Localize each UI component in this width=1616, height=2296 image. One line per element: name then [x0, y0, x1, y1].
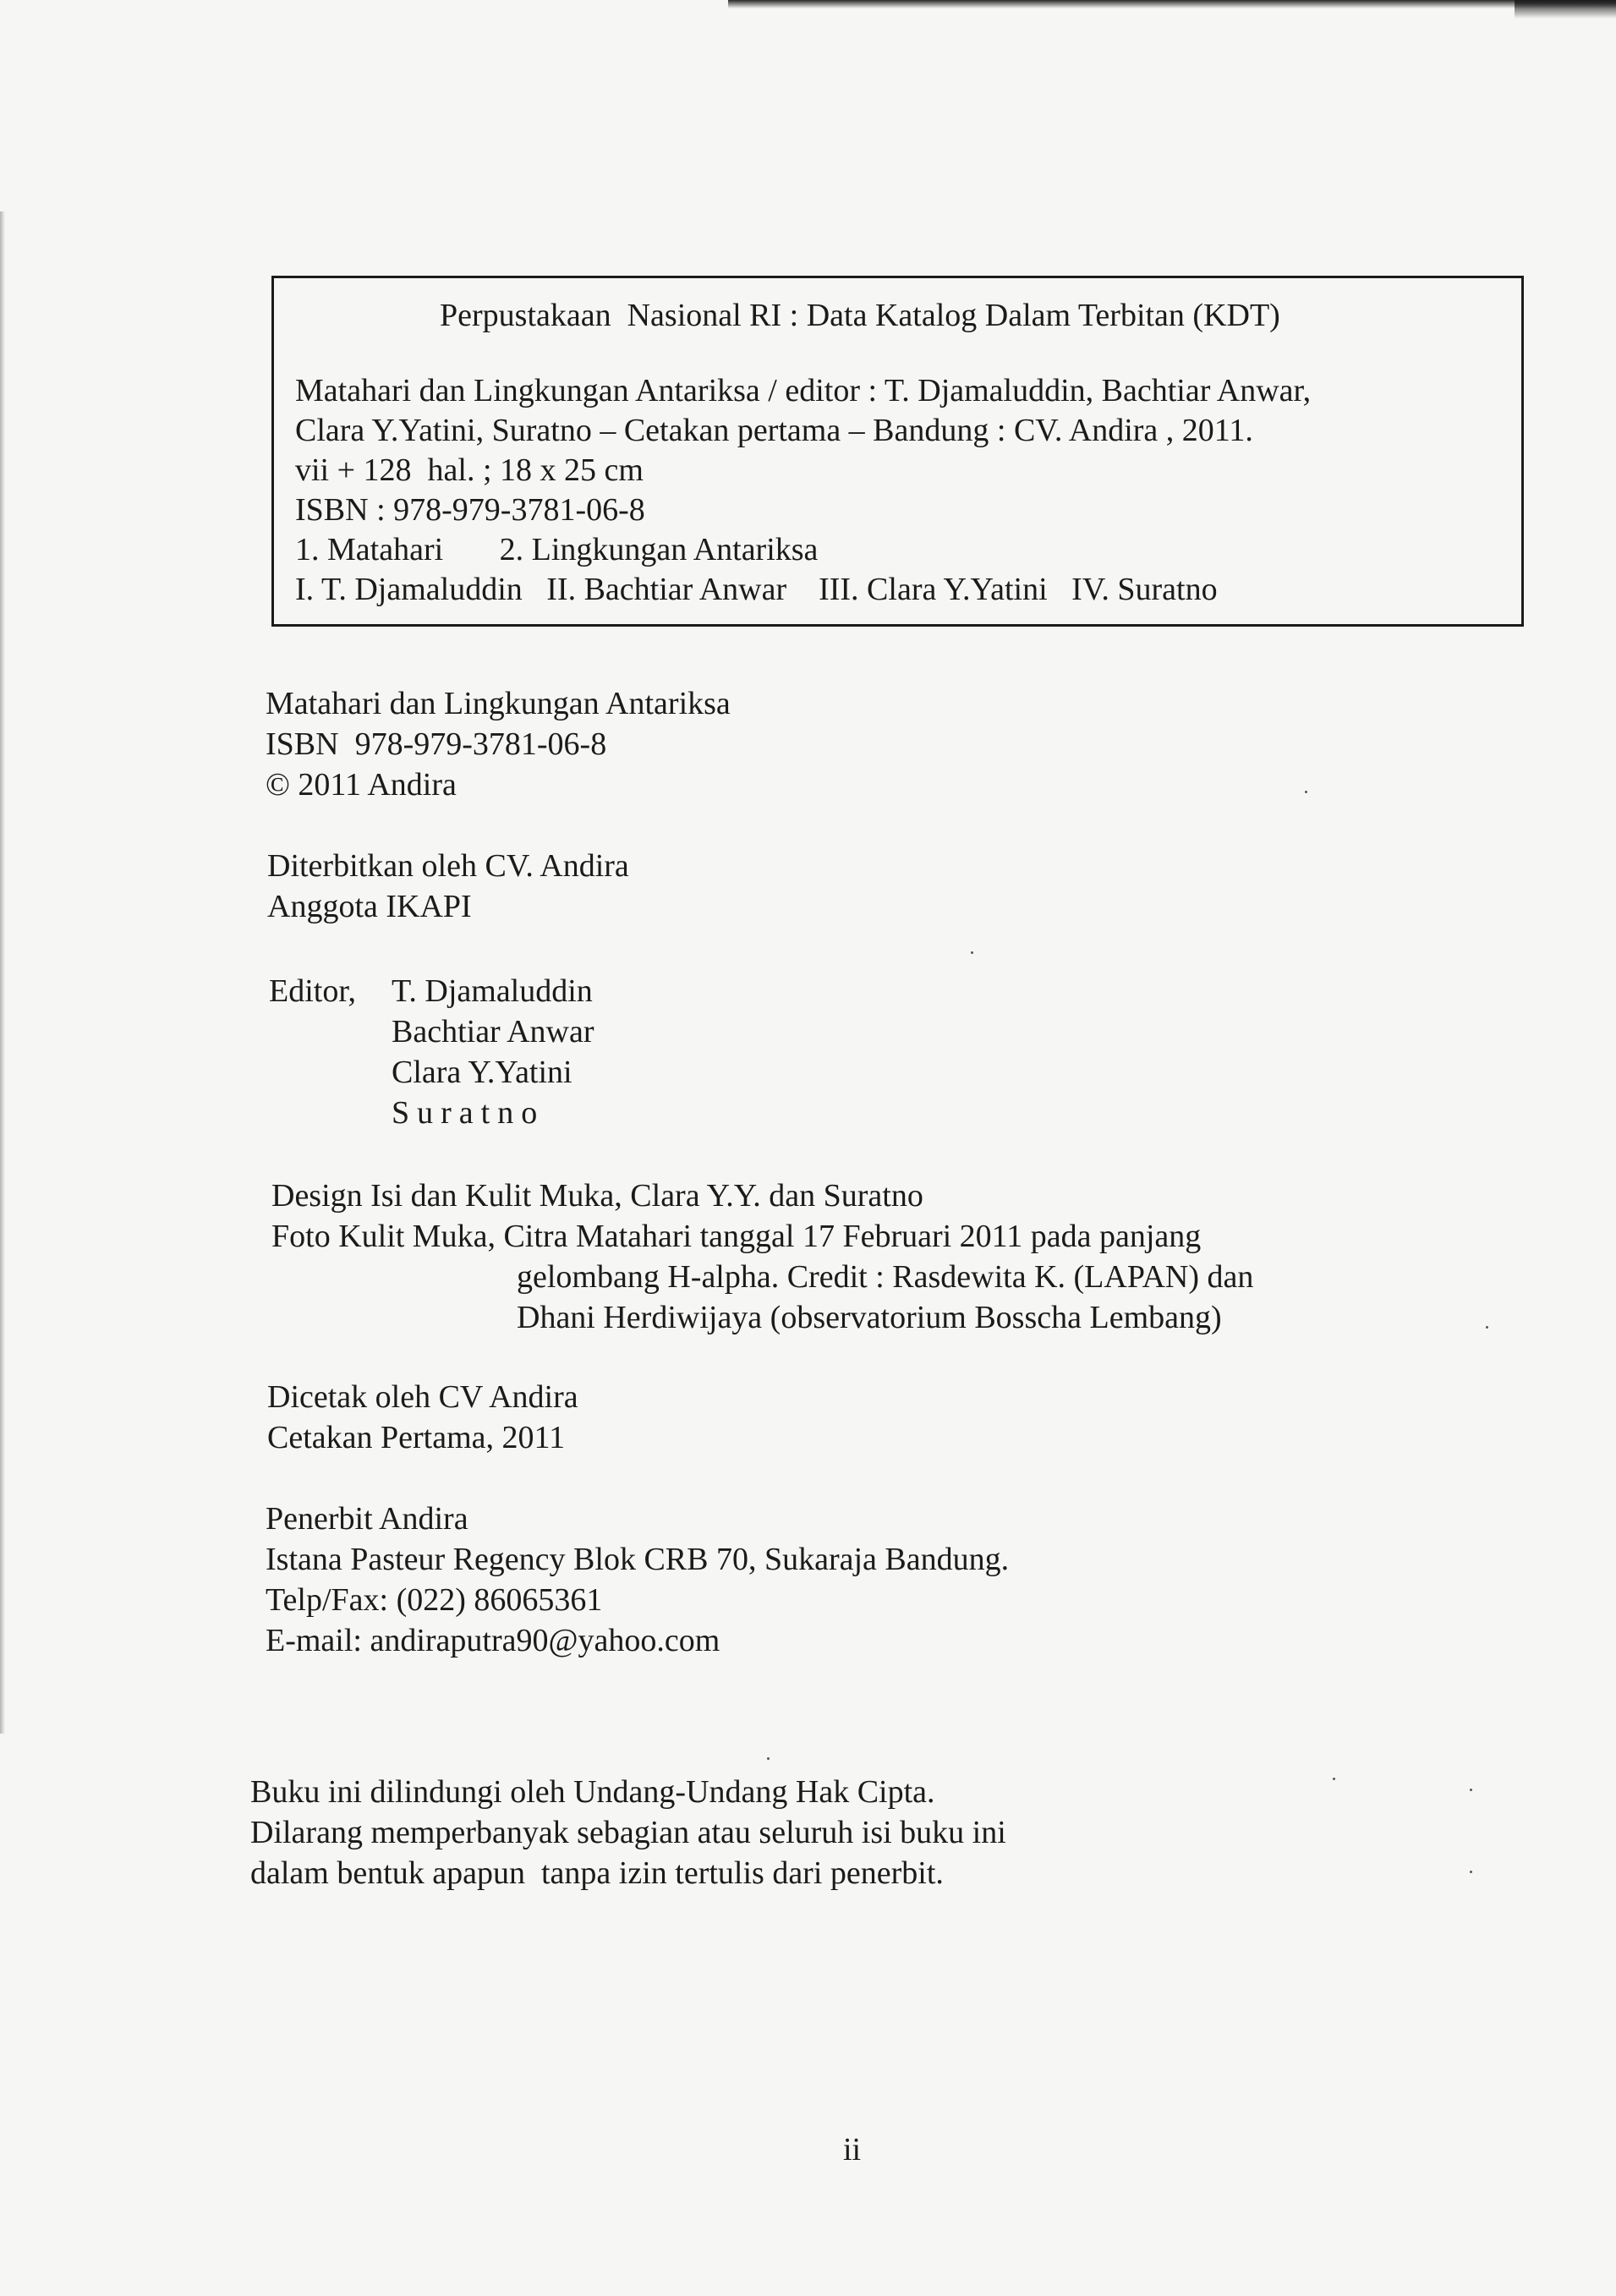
kdt-line: I. T. Djamaluddin II. Bachtiar Anwar III. Clara Y.Yatini IV. Suratno [295, 572, 1218, 607]
editor-name: Suratno [392, 1095, 545, 1131]
book-copyright: © 2011 Andira [266, 767, 457, 803]
publisher-line: Diterbitkan oleh CV. Andira [267, 848, 629, 884]
edition-line: Cetakan Pertama, 2011 [267, 1420, 566, 1455]
publisher-contact [266, 1499, 1009, 1661]
design-credit-line: Design Isi dan Kulit Muka, Clara Y.Y. dan Suratno [271, 1178, 923, 1214]
editor-label: Editor, [269, 973, 356, 1009]
binding-shadow [0, 211, 5, 1734]
kdt-line: Clara Y.Yatini, Suratno – Cetakan pertama – Bandung : CV. Andira , 2011. [295, 413, 1253, 448]
kdt-catalog-box [271, 276, 1524, 627]
kdt-line: vii + 128 hal. ; 18 x 25 cm [295, 452, 644, 488]
kdt-title: Perpustakaan Nasional RI : Data Katalog Dalam Terbitan (KDT) [440, 298, 1280, 333]
publisher-info [267, 846, 629, 927]
contact-phone: Telp/Fax: (022) 86065361 [266, 1582, 603, 1618]
scan-speck [1486, 1326, 1488, 1329]
design-credit-line: Foto Kulit Muka, Citra Matahari tanggal 17 Februari 2011 pada panjang [271, 1219, 1202, 1254]
scan-speck [971, 951, 973, 954]
scan-edge-artifact [728, 0, 1616, 8]
book-info [266, 683, 731, 805]
scan-speck [1333, 1778, 1335, 1780]
design-credits [271, 1175, 1253, 1338]
editor-names [392, 971, 594, 1133]
book-isbn: ISBN 978-979-3781-06-8 [266, 726, 607, 762]
publisher-membership: Anggota IKAPI [267, 889, 472, 924]
scan-speck [767, 1757, 770, 1760]
kdt-line: Matahari dan Lingkungan Antariksa / editor : T. Djamaluddin, Bachtiar Anwar, [295, 373, 1312, 408]
editor-name: Bachtiar Anwar [392, 1014, 594, 1049]
copyright-notice [250, 1772, 1006, 1893]
scan-corner-artifact [1515, 0, 1616, 19]
design-credit-line: Dhani Herdiwijaya (observatorium Bosscha Lembang) [517, 1300, 1222, 1335]
editor-name: Clara Y.Yatini [392, 1055, 572, 1090]
kdt-line: 1. Matahari 2. Lingkungan Antariksa [295, 532, 819, 567]
kdt-line: ISBN : 978-979-3781-06-8 [295, 492, 645, 528]
copyright-line: dalam bentuk apapun tanpa izin tertulis dari penerbit. [250, 1855, 944, 1891]
contact-email: E-mail: andiraputra90@yahoo.com [266, 1623, 720, 1658]
scan-speck [1470, 1789, 1472, 1791]
book-title: Matahari dan Lingkungan Antariksa [266, 686, 731, 721]
contact-name: Penerbit Andira [266, 1501, 468, 1537]
design-credit-line: gelombang H-alpha. Credit : Rasdewita K. (LAPAN) dan [517, 1259, 1254, 1295]
copyright-line: Dilarang memperbanyak sebagian atau seluruh isi buku ini [250, 1815, 1006, 1850]
scan-speck [1305, 791, 1307, 793]
editor-name: T. Djamaluddin [392, 973, 593, 1009]
contact-address: Istana Pasteur Regency Blok CRB 70, Sukaraja Bandung. [266, 1542, 1010, 1577]
scan-speck [1470, 1871, 1472, 1873]
kdt-body [295, 371, 1311, 610]
copyright-line: Buku ini dilindungi oleh Undang-Undang Hak Cipta. [250, 1774, 935, 1810]
page-number: ii [843, 2132, 862, 2167]
printer-line: Dicetak oleh CV Andira [267, 1379, 578, 1415]
print-info [267, 1377, 578, 1458]
